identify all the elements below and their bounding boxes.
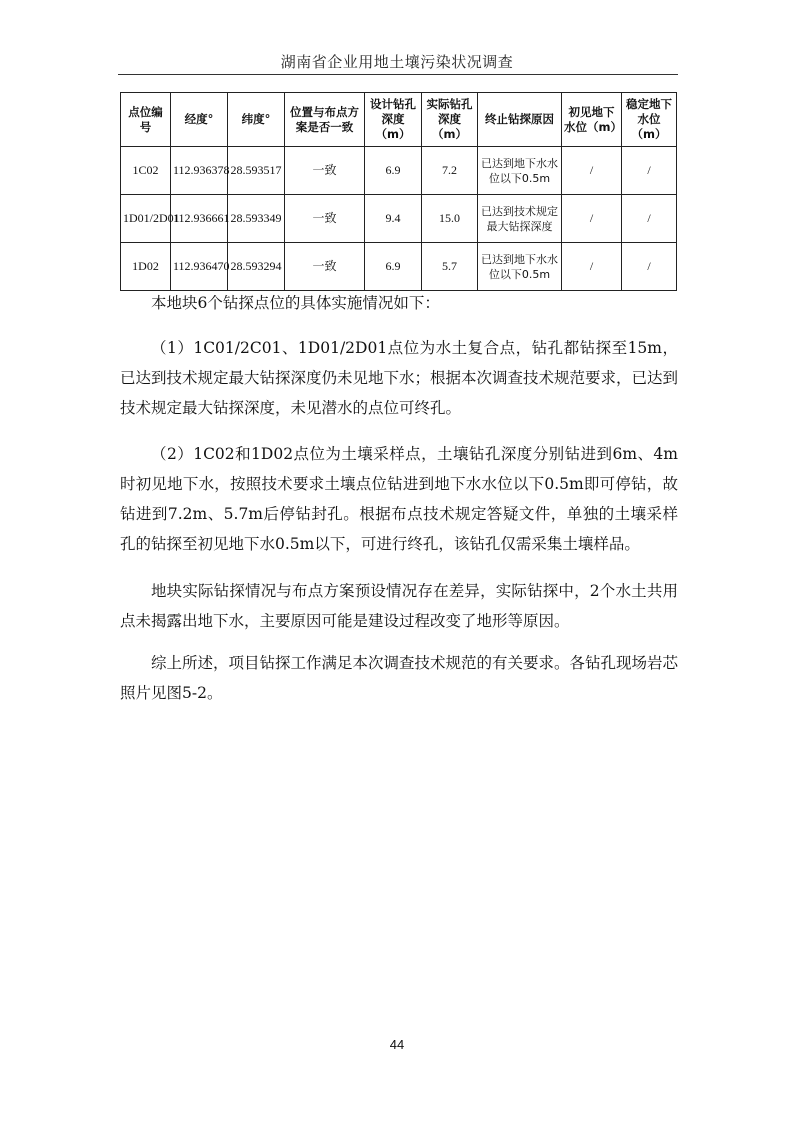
- cell-stop-reason: 已达到地下水水位以下0.5m: [478, 243, 562, 291]
- col-header-actual-depth: 实际钻孔深度（m）: [422, 93, 478, 147]
- page-number: 44: [389, 1037, 405, 1052]
- header-rule: [118, 74, 678, 75]
- col-header-location-match: 位置与布点方案是否一致: [285, 93, 365, 147]
- table-row: [121, 195, 677, 243]
- cell-location-match: 一致: [285, 243, 365, 291]
- paragraph-intro: 本地块6个钻探点位的具体实施情况如下：: [151, 294, 440, 312]
- col-header-design-depth: 设计钻孔深度（m）: [365, 93, 422, 147]
- paragraph-conclusion: 综上所述，项目钻探工作满足本次调查技术规范的有关要求。各钻孔现场岩芯照片见图5-2。: [120, 654, 679, 702]
- cell-latitude: 28.593517: [228, 147, 285, 195]
- cell-actual-depth: 7.2: [422, 147, 478, 195]
- cell-point-id: 1D02: [121, 243, 171, 291]
- cell-latitude: 28.593349: [228, 195, 285, 243]
- cell-actual-depth: 5.7: [422, 243, 478, 291]
- cell-design-depth: 6.9: [365, 243, 422, 291]
- cell-point-id: 1D01/2D01: [121, 195, 171, 243]
- col-header-longitude: 经度°: [171, 93, 228, 147]
- col-header-stable-water-level: 稳定地下水位（m）: [622, 93, 677, 147]
- cell-longitude: 112.936378: [171, 147, 228, 195]
- col-header-initial-water-level: 初见地下水位（m）: [562, 93, 622, 147]
- table-header-row: [121, 93, 677, 147]
- cell-stop-reason: 已达到地下水水位以下0.5m: [478, 147, 562, 195]
- page-header-title: 湖南省企业用地土壤污染状况调查: [280, 53, 514, 71]
- cell-initial-water-level: /: [562, 243, 622, 291]
- cell-stop-reason: 已达到技术规定最大钻探深度: [478, 195, 562, 243]
- cell-initial-water-level: /: [562, 195, 622, 243]
- cell-longitude: 112.936470: [171, 243, 228, 291]
- col-header-latitude: 纬度°: [228, 93, 285, 147]
- table-row: [121, 147, 677, 195]
- col-header-stop-reason: 终止钻探原因: [478, 93, 562, 147]
- cell-stable-water-level: /: [622, 147, 677, 195]
- paragraph-item-1: （1）1C01/2C01、1D01/2D01点位为水土复合点，钻孔都钻探至15m，已达到技术规定最大钻探深度仍未见地下水；根据本次调查技术规范要求，已达到技术规定最大钻探深度，未见潜水的点位可终孔。: [120, 339, 679, 417]
- borehole-table: [120, 92, 677, 291]
- cell-latitude: 28.593294: [228, 243, 285, 291]
- cell-longitude: 112.936661: [171, 195, 228, 243]
- cell-design-depth: 6.9: [365, 147, 422, 195]
- paragraph-item-2: （2）1C02和1D02点位为土壤采样点，土壤钻孔深度分别钻进到6m、4m时初见地下水，按照技术要求土壤点位钻进到地下水水位以下0.5m即可停钻，故钻进到7.2m、5.7m后停钻封孔。根据布点技术规定答疑文件，单独的土壤采样孔的钻探至初见地下水0.5m以下，可进行终孔，该钻孔仅需采集土壤样品。: [120, 445, 678, 553]
- cell-location-match: 一致: [285, 195, 365, 243]
- cell-stable-water-level: /: [622, 195, 677, 243]
- col-header-point-id: 点位编号: [121, 93, 171, 147]
- cell-design-depth: 9.4: [365, 195, 422, 243]
- paragraph-difference: 地块实际钻探情况与布点方案预设情况存在差异，实际钻探中，2个水土共用点未揭露出地下水，主要原因可能是建设过程改变了地形等原因。: [120, 582, 678, 630]
- table-row: [121, 243, 677, 291]
- cell-initial-water-level: /: [562, 147, 622, 195]
- cell-location-match: 一致: [285, 147, 365, 195]
- cell-point-id: 1C02: [121, 147, 171, 195]
- cell-actual-depth: 15.0: [422, 195, 478, 243]
- cell-stable-water-level: /: [622, 243, 677, 291]
